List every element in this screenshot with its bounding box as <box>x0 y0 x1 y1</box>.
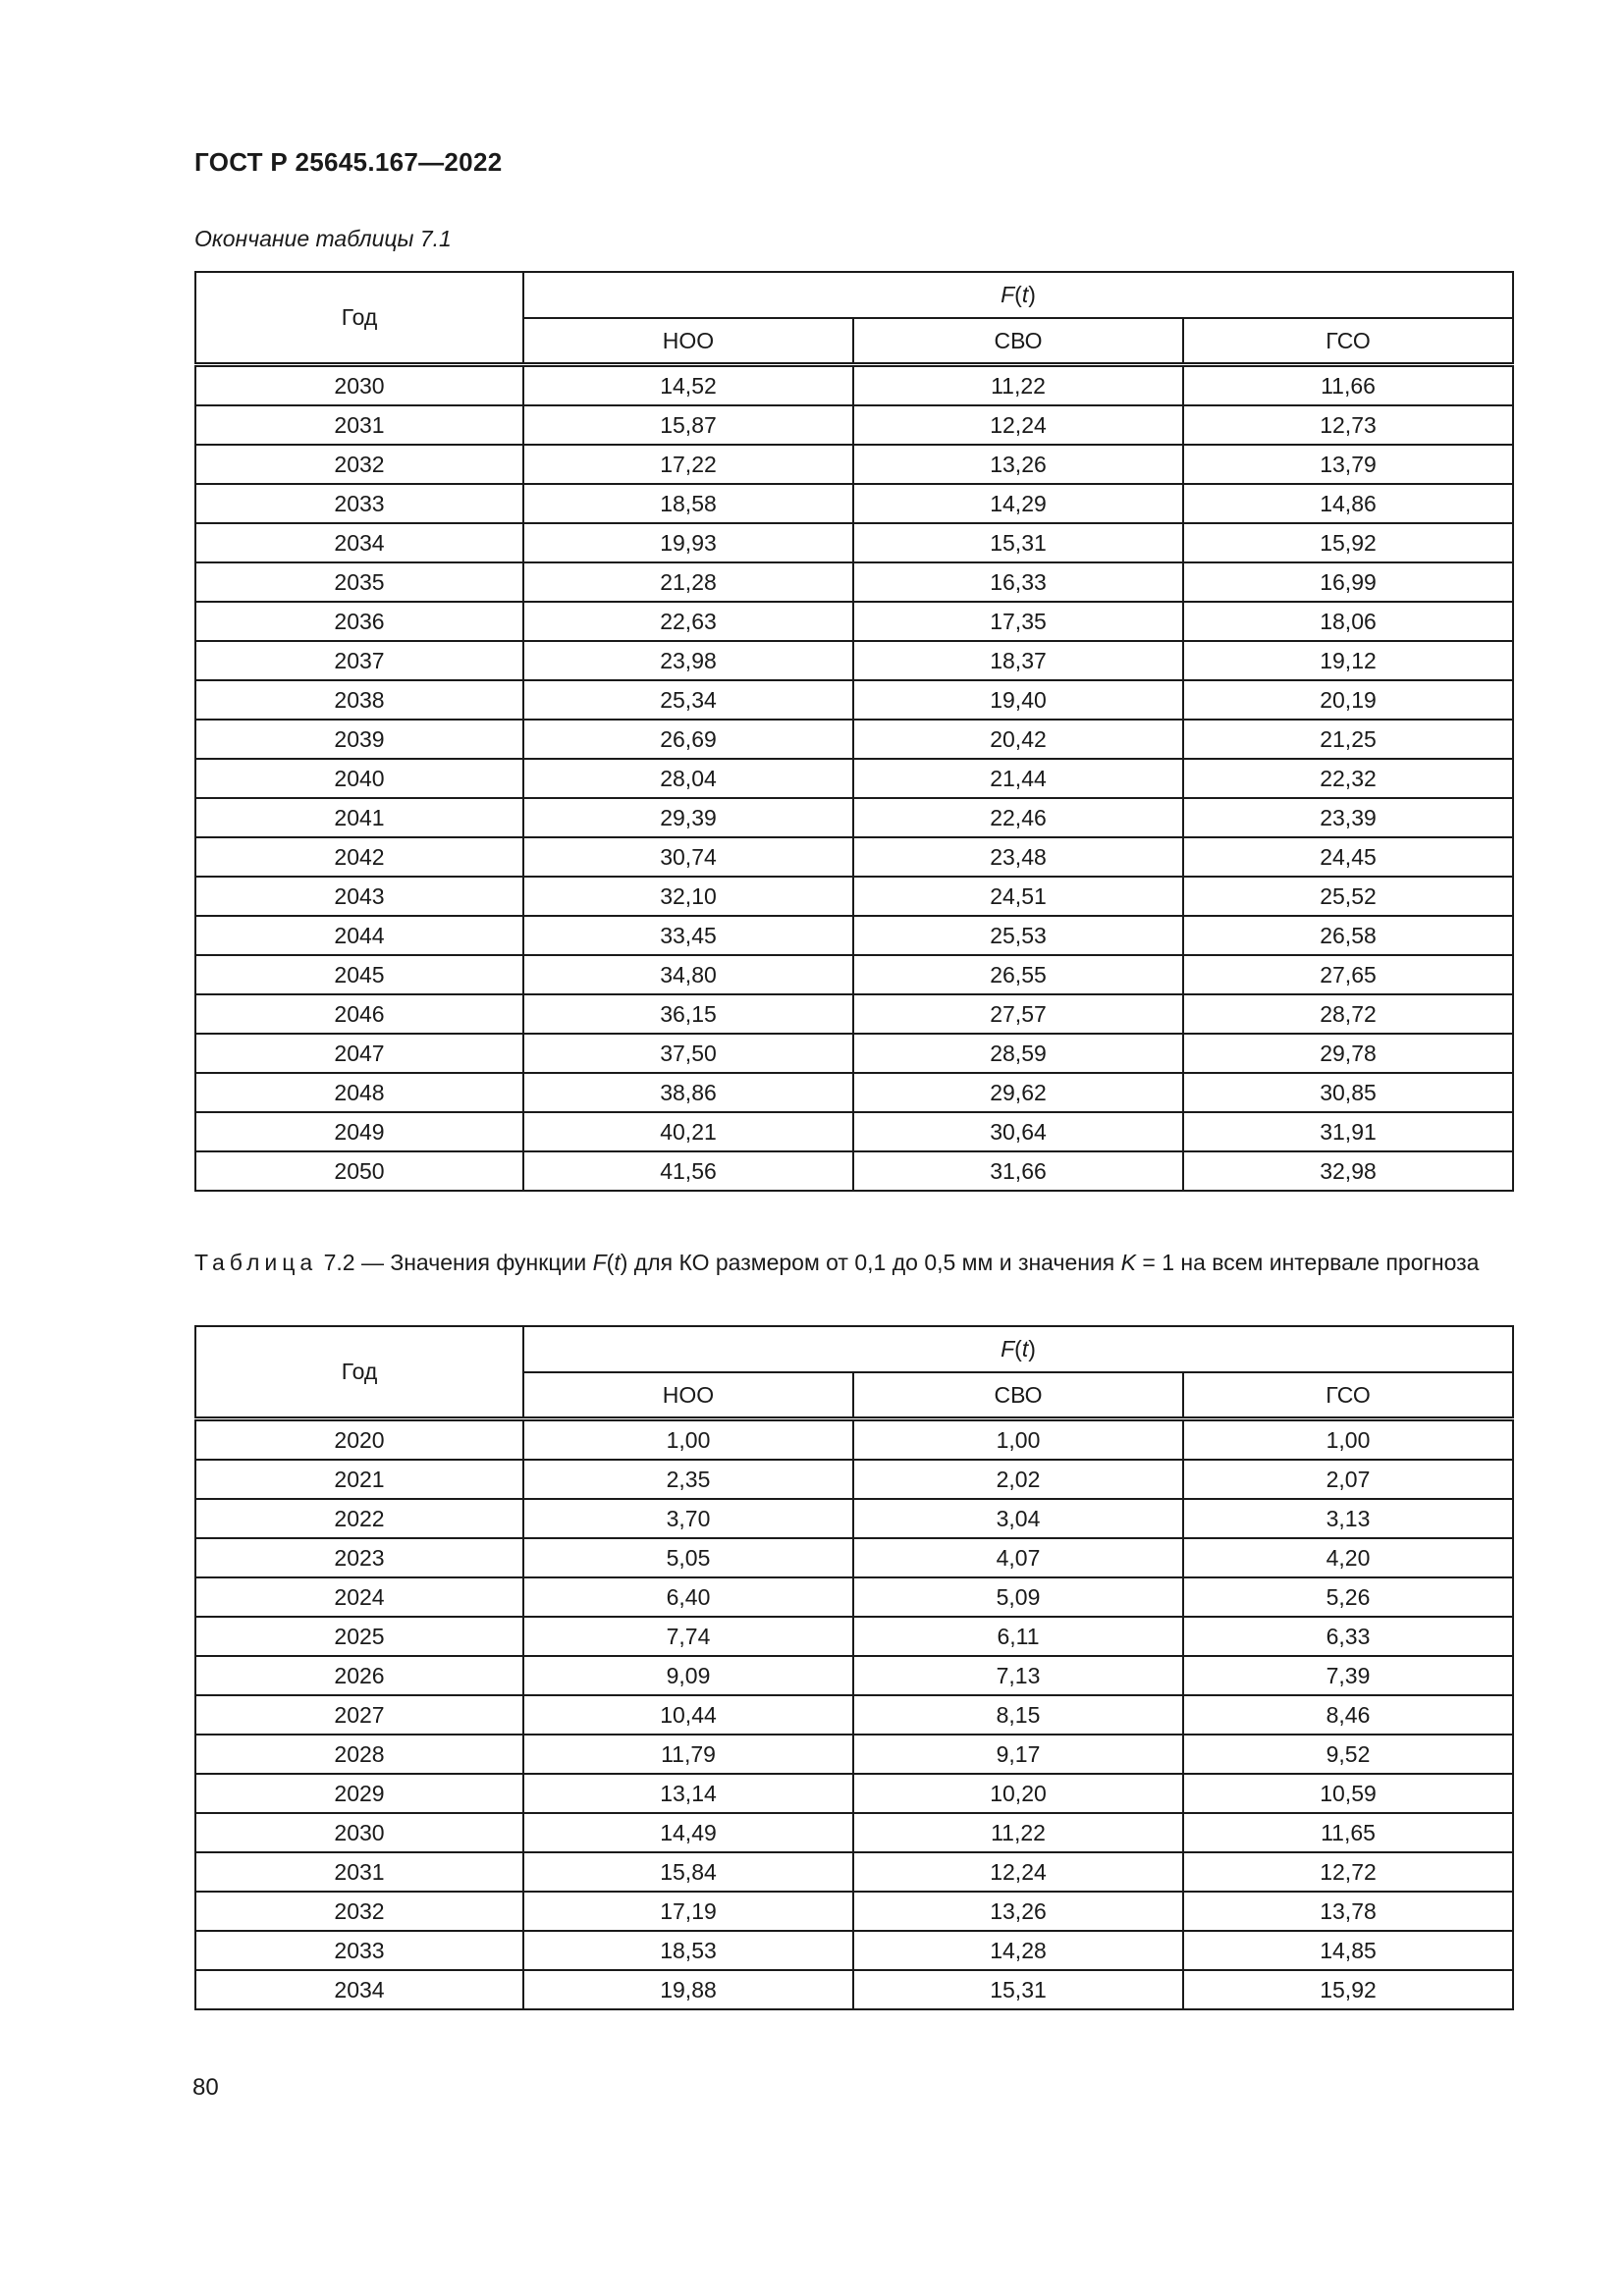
table-row <box>195 1538 1513 1577</box>
value-cell: 30,85 <box>1183 1073 1513 1112</box>
year-cell: 2029 <box>195 1774 523 1813</box>
value-cell: 36,15 <box>523 994 853 1034</box>
value-cell: 3,04 <box>853 1499 1183 1538</box>
table-row <box>195 365 1513 406</box>
value-cell: 26,69 <box>523 720 853 759</box>
value-cell: 18,06 <box>1183 602 1513 641</box>
value-cell: 15,31 <box>853 523 1183 562</box>
year-cell: 2050 <box>195 1151 523 1191</box>
value-cell: 1,00 <box>853 1419 1183 1461</box>
year-cell: 2036 <box>195 602 523 641</box>
table-row <box>195 562 1513 602</box>
value-cell: 20,42 <box>853 720 1183 759</box>
value-cell: 13,14 <box>523 1774 853 1813</box>
year-cell: 2034 <box>195 523 523 562</box>
value-cell: 16,33 <box>853 562 1183 602</box>
value-cell: 12,24 <box>853 1852 1183 1892</box>
year-cell: 2027 <box>195 1695 523 1735</box>
document-header: ГОСТ Р 25645.167—2022 <box>194 147 503 177</box>
value-cell: 5,05 <box>523 1538 853 1577</box>
year-cell: 2039 <box>195 720 523 759</box>
value-cell: 29,62 <box>853 1073 1183 1112</box>
value-cell: 21,28 <box>523 562 853 602</box>
year-cell: 2031 <box>195 1852 523 1892</box>
value-cell: 17,35 <box>853 602 1183 641</box>
year-cell: 2031 <box>195 405 523 445</box>
year-cell: 2030 <box>195 1813 523 1852</box>
year-cell: 2022 <box>195 1499 523 1538</box>
value-cell: 14,29 <box>853 484 1183 523</box>
table1-year-header: Год <box>195 272 523 365</box>
year-cell: 2023 <box>195 1538 523 1577</box>
table-row <box>195 1813 1513 1852</box>
value-cell: 10,59 <box>1183 1774 1513 1813</box>
value-cell: 11,65 <box>1183 1813 1513 1852</box>
table-row <box>195 1112 1513 1151</box>
value-cell: 14,28 <box>853 1931 1183 1970</box>
table2-ft-arg: t <box>1021 1336 1029 1362</box>
year-cell: 2035 <box>195 562 523 602</box>
year-cell: 2044 <box>195 916 523 955</box>
value-cell: 6,11 <box>853 1617 1183 1656</box>
value-cell: 23,39 <box>1183 798 1513 837</box>
table1-body <box>195 365 1513 1192</box>
value-cell: 30,74 <box>523 837 853 877</box>
year-cell: 2020 <box>195 1419 523 1461</box>
table-row <box>195 1460 1513 1499</box>
value-cell: 11,22 <box>853 1813 1183 1852</box>
year-cell: 2041 <box>195 798 523 837</box>
value-cell: 9,17 <box>853 1735 1183 1774</box>
table-row <box>195 1419 1513 1461</box>
table2-caption-number: 7.2 <box>323 1250 355 1275</box>
value-cell: 38,86 <box>523 1073 853 1112</box>
table-row <box>195 680 1513 720</box>
value-cell: 28,59 <box>853 1034 1183 1073</box>
year-cell: 2021 <box>195 1460 523 1499</box>
value-cell: 9,09 <box>523 1656 853 1695</box>
value-cell: 19,12 <box>1183 641 1513 680</box>
table-row <box>195 1151 1513 1191</box>
value-cell: 11,66 <box>1183 365 1513 406</box>
table2-caption-arg: t <box>614 1250 621 1275</box>
value-cell: 41,56 <box>523 1151 853 1191</box>
value-cell: 4,07 <box>853 1538 1183 1577</box>
table-row <box>195 405 1513 445</box>
value-cell: 17,19 <box>523 1892 853 1931</box>
value-cell: 3,70 <box>523 1499 853 1538</box>
value-cell: 27,57 <box>853 994 1183 1034</box>
table-row <box>195 1695 1513 1735</box>
table2-caption-text: = 1 на всем интервале прогноза <box>1135 1250 1480 1275</box>
table-row <box>195 798 1513 837</box>
value-cell: 15,92 <box>1183 523 1513 562</box>
year-cell: 2024 <box>195 1577 523 1617</box>
value-cell: 14,52 <box>523 365 853 406</box>
table1-ft-header: F(t) <box>523 272 1513 318</box>
value-cell: 25,34 <box>523 680 853 720</box>
value-cell: 12,24 <box>853 405 1183 445</box>
table-row <box>195 1931 1513 1970</box>
value-cell: 12,72 <box>1183 1852 1513 1892</box>
value-cell: 14,86 <box>1183 484 1513 523</box>
table2-col-header: НОО <box>523 1372 853 1419</box>
page-number: 80 <box>192 2074 219 2101</box>
year-cell: 2048 <box>195 1073 523 1112</box>
table-row <box>195 1970 1513 2009</box>
value-cell: 14,85 <box>1183 1931 1513 1970</box>
table-row <box>195 916 1513 955</box>
table2-year-header: Год <box>195 1326 523 1419</box>
year-cell: 2026 <box>195 1656 523 1695</box>
value-cell: 23,48 <box>853 837 1183 877</box>
value-cell: 2,07 <box>1183 1460 1513 1499</box>
table-row <box>195 720 1513 759</box>
year-cell: 2046 <box>195 994 523 1034</box>
value-cell: 25,52 <box>1183 877 1513 916</box>
year-cell: 2033 <box>195 484 523 523</box>
year-cell: 2047 <box>195 1034 523 1073</box>
value-cell: 19,93 <box>523 523 853 562</box>
year-cell: 2038 <box>195 680 523 720</box>
table-row <box>195 445 1513 484</box>
value-cell: 7,13 <box>853 1656 1183 1695</box>
value-cell: 29,39 <box>523 798 853 837</box>
value-cell: 21,44 <box>853 759 1183 798</box>
value-cell: 32,10 <box>523 877 853 916</box>
year-cell: 2033 <box>195 1931 523 1970</box>
year-cell: 2032 <box>195 445 523 484</box>
value-cell: 15,87 <box>523 405 853 445</box>
value-cell: 15,84 <box>523 1852 853 1892</box>
value-cell: 40,21 <box>523 1112 853 1151</box>
table1-ft-func: F <box>1001 282 1015 307</box>
value-cell: 15,92 <box>1183 1970 1513 2009</box>
table-row <box>195 1577 1513 1617</box>
table2-caption-label: Таблица <box>194 1250 318 1275</box>
value-cell: 33,45 <box>523 916 853 955</box>
value-cell: 11,79 <box>523 1735 853 1774</box>
table1-col-header: ГСО <box>1183 318 1513 365</box>
table-row <box>195 759 1513 798</box>
value-cell: 2,35 <box>523 1460 853 1499</box>
value-cell: 3,13 <box>1183 1499 1513 1538</box>
value-cell: 2,02 <box>853 1460 1183 1499</box>
value-cell: 17,22 <box>523 445 853 484</box>
table-row <box>195 1617 1513 1656</box>
value-cell: 34,80 <box>523 955 853 994</box>
value-cell: 25,53 <box>853 916 1183 955</box>
table-row <box>195 602 1513 641</box>
value-cell: 12,73 <box>1183 405 1513 445</box>
value-cell: 26,58 <box>1183 916 1513 955</box>
table2-caption-func: F <box>592 1250 607 1275</box>
value-cell: 19,40 <box>853 680 1183 720</box>
value-cell: 13,26 <box>853 1892 1183 1931</box>
table2-caption-text: для КО размером от 0,1 до 0,5 мм и значения <box>627 1250 1121 1275</box>
value-cell: 20,19 <box>1183 680 1513 720</box>
value-cell: 27,65 <box>1183 955 1513 994</box>
table-row <box>195 523 1513 562</box>
table2-caption: Таблица 7.2 — Значения функции F(t) для КО размером от 0,1 до 0,5 мм и значения K = 1 на всем интервале прогноза <box>194 1250 1480 1275</box>
table-row <box>195 484 1513 523</box>
table2-body <box>195 1419 1513 2010</box>
year-cell: 2037 <box>195 641 523 680</box>
value-cell: 21,25 <box>1183 720 1513 759</box>
table2-ft-func: F <box>1001 1336 1015 1362</box>
table1-ft-arg: t <box>1021 282 1029 307</box>
table-row <box>195 1852 1513 1892</box>
value-cell: 13,79 <box>1183 445 1513 484</box>
value-cell: 31,91 <box>1183 1112 1513 1151</box>
table2 <box>194 1325 1514 2010</box>
table-row <box>195 837 1513 877</box>
value-cell: 26,55 <box>853 955 1183 994</box>
year-cell: 2042 <box>195 837 523 877</box>
year-cell: 2040 <box>195 759 523 798</box>
year-cell: 2030 <box>195 365 523 406</box>
value-cell: 5,09 <box>853 1577 1183 1617</box>
value-cell: 37,50 <box>523 1034 853 1073</box>
year-cell: 2043 <box>195 877 523 916</box>
table-row <box>195 877 1513 916</box>
table-row <box>195 1499 1513 1538</box>
value-cell: 32,98 <box>1183 1151 1513 1191</box>
value-cell: 22,32 <box>1183 759 1513 798</box>
value-cell: 10,44 <box>523 1695 853 1735</box>
value-cell: 9,52 <box>1183 1735 1513 1774</box>
table2-col-header: СВО <box>853 1372 1183 1419</box>
table2-caption-k: K <box>1120 1250 1136 1275</box>
value-cell: 5,26 <box>1183 1577 1513 1617</box>
value-cell: 24,45 <box>1183 837 1513 877</box>
value-cell: 16,99 <box>1183 562 1513 602</box>
year-cell: 2028 <box>195 1735 523 1774</box>
value-cell: 29,78 <box>1183 1034 1513 1073</box>
value-cell: 28,72 <box>1183 994 1513 1034</box>
value-cell: 13,26 <box>853 445 1183 484</box>
value-cell: 22,63 <box>523 602 853 641</box>
table1-caption: Окончание таблицы 7.1 <box>194 226 452 251</box>
value-cell: 28,04 <box>523 759 853 798</box>
value-cell: 13,78 <box>1183 1892 1513 1931</box>
table-row <box>195 1892 1513 1931</box>
value-cell: 23,98 <box>523 641 853 680</box>
table-row <box>195 1735 1513 1774</box>
table1-col-header: НОО <box>523 318 853 365</box>
table-row <box>195 1656 1513 1695</box>
table2-col-header: ГСО <box>1183 1372 1513 1419</box>
value-cell: 8,46 <box>1183 1695 1513 1735</box>
year-cell: 2025 <box>195 1617 523 1656</box>
value-cell: 24,51 <box>853 877 1183 916</box>
value-cell: 6,33 <box>1183 1617 1513 1656</box>
table2-ft-header: F(t) <box>523 1326 1513 1372</box>
value-cell: 18,58 <box>523 484 853 523</box>
value-cell: 30,64 <box>853 1112 1183 1151</box>
table-row <box>195 1073 1513 1112</box>
value-cell: 22,46 <box>853 798 1183 837</box>
value-cell: 8,15 <box>853 1695 1183 1735</box>
year-cell: 2034 <box>195 1970 523 2009</box>
table1 <box>194 271 1514 1192</box>
value-cell: 1,00 <box>1183 1419 1513 1461</box>
value-cell: 1,00 <box>523 1419 853 1461</box>
value-cell: 18,37 <box>853 641 1183 680</box>
value-cell: 15,31 <box>853 1970 1183 2009</box>
year-cell: 2032 <box>195 1892 523 1931</box>
table-row <box>195 641 1513 680</box>
value-cell: 4,20 <box>1183 1538 1513 1577</box>
table1-col-header: СВО <box>853 318 1183 365</box>
year-cell: 2049 <box>195 1112 523 1151</box>
value-cell: 14,49 <box>523 1813 853 1852</box>
table-row <box>195 1774 1513 1813</box>
year-cell: 2045 <box>195 955 523 994</box>
value-cell: 18,53 <box>523 1931 853 1970</box>
table-row <box>195 1034 1513 1073</box>
value-cell: 6,40 <box>523 1577 853 1617</box>
value-cell: 11,22 <box>853 365 1183 406</box>
table2-caption-text: — Значения функции <box>354 1250 593 1275</box>
value-cell: 7,39 <box>1183 1656 1513 1695</box>
value-cell: 10,20 <box>853 1774 1183 1813</box>
table-row <box>195 955 1513 994</box>
value-cell: 19,88 <box>523 1970 853 2009</box>
table-row <box>195 994 1513 1034</box>
value-cell: 7,74 <box>523 1617 853 1656</box>
value-cell: 31,66 <box>853 1151 1183 1191</box>
